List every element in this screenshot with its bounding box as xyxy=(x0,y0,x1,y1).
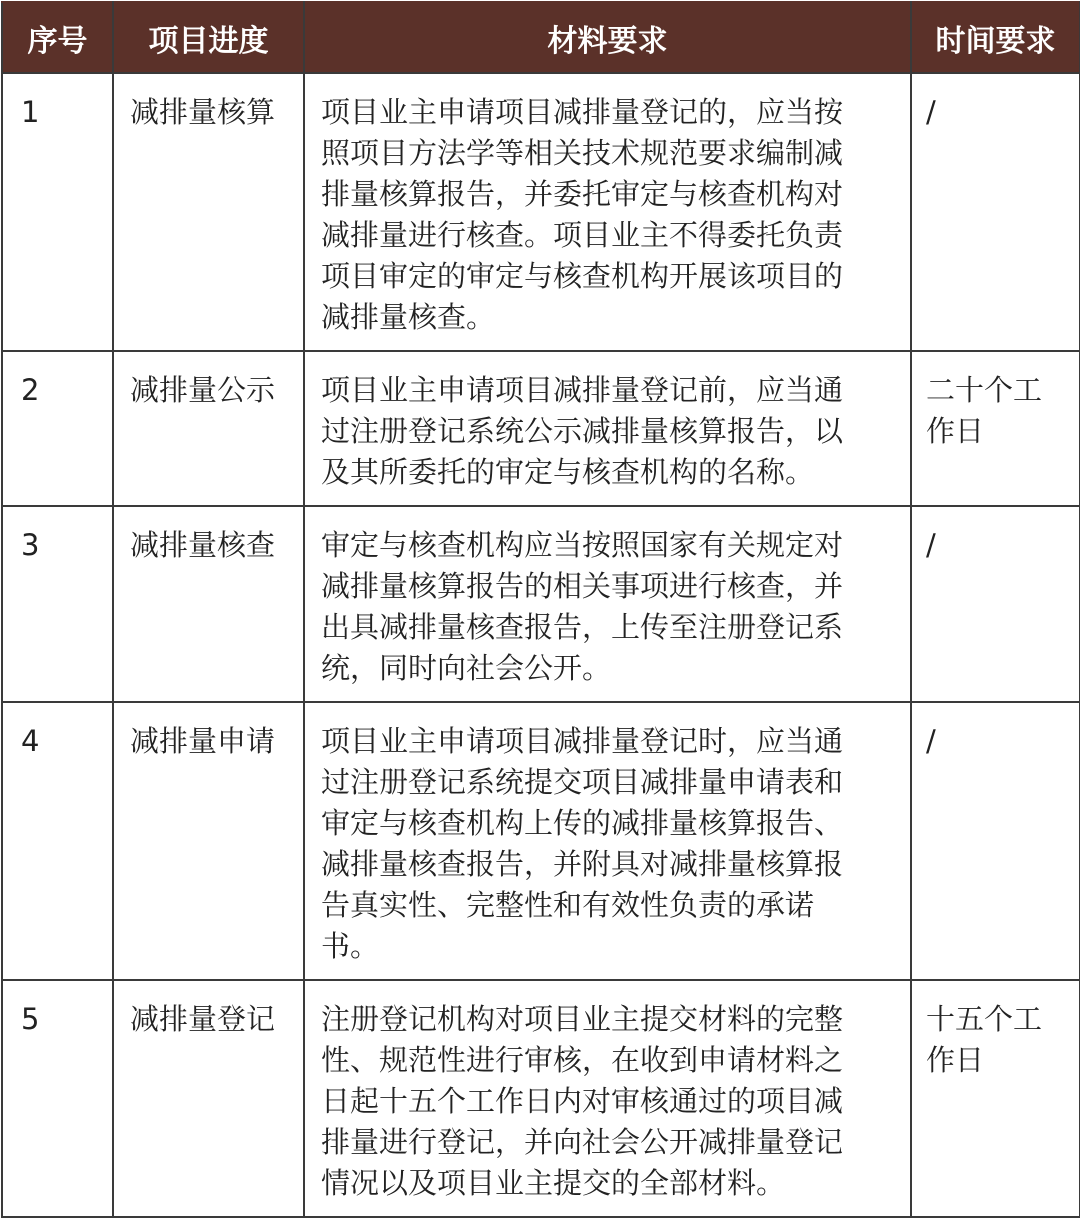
table-header xyxy=(2,2,1080,73)
row-time: / xyxy=(911,702,1080,980)
header-index: 序号 xyxy=(2,2,113,73)
registration-process-table xyxy=(1,1,1080,1218)
row-stage: 减排量核查 xyxy=(113,506,304,702)
header-time: 时间要求 xyxy=(911,2,1080,73)
row-index: 1 xyxy=(2,73,113,351)
row-time: 二十个工作日 xyxy=(911,351,1080,506)
row-time: / xyxy=(911,73,1080,351)
table-row xyxy=(2,702,1080,980)
row-material: 项目业主申请项目减排量登记前，应当通过注册登记系统公示减排量核算报告，以及其所委托的审定与核查机构的名称。 xyxy=(304,351,911,506)
row-material: 审定与核查机构应当按照国家有关规定对减排量核算报告的相关事项进行核查，并出具减排量核查报告，上传至注册登记系统，同时向社会公开。 xyxy=(304,506,911,702)
header-stage: 项目进度 xyxy=(113,2,304,73)
row-index: 4 xyxy=(2,702,113,980)
table-row xyxy=(2,506,1080,702)
header-material: 材料要求 xyxy=(304,2,911,73)
row-material: 项目业主申请项目减排量登记的，应当按照项目方法学等相关技术规范要求编制减排量核算报告，并委托审定与核查机构对减排量进行核查。项目业主不得委托负责项目审定的审定与核查机构开展该项目的减排量核查。 xyxy=(304,73,911,351)
row-stage: 减排量登记 xyxy=(113,980,304,1217)
table-row xyxy=(2,73,1080,351)
row-time: / xyxy=(911,506,1080,702)
row-stage: 减排量公示 xyxy=(113,351,304,506)
row-material: 项目业主申请项目减排量登记时，应当通过注册登记系统提交项目减排量申请表和审定与核查机构上传的减排量核算报告、减排量核查报告，并附具对减排量核算报告真实性、完整性和有效性负责的承诺书。 xyxy=(304,702,911,980)
row-time: 十五个工作日 xyxy=(911,980,1080,1217)
table-row xyxy=(2,980,1080,1217)
row-material: 注册登记机构对项目业主提交材料的完整性、规范性进行审核，在收到申请材料之日起十五个工作日内对审核通过的项目减排量进行登记，并向社会公开减排量登记情况以及项目业主提交的全部材料。 xyxy=(304,980,911,1217)
header-row xyxy=(2,2,1080,73)
row-index: 3 xyxy=(2,506,113,702)
row-index: 5 xyxy=(2,980,113,1217)
row-stage: 减排量申请 xyxy=(113,702,304,980)
table-row xyxy=(2,351,1080,506)
row-index: 2 xyxy=(2,351,113,506)
row-stage: 减排量核算 xyxy=(113,73,304,351)
table-body xyxy=(2,73,1080,1217)
